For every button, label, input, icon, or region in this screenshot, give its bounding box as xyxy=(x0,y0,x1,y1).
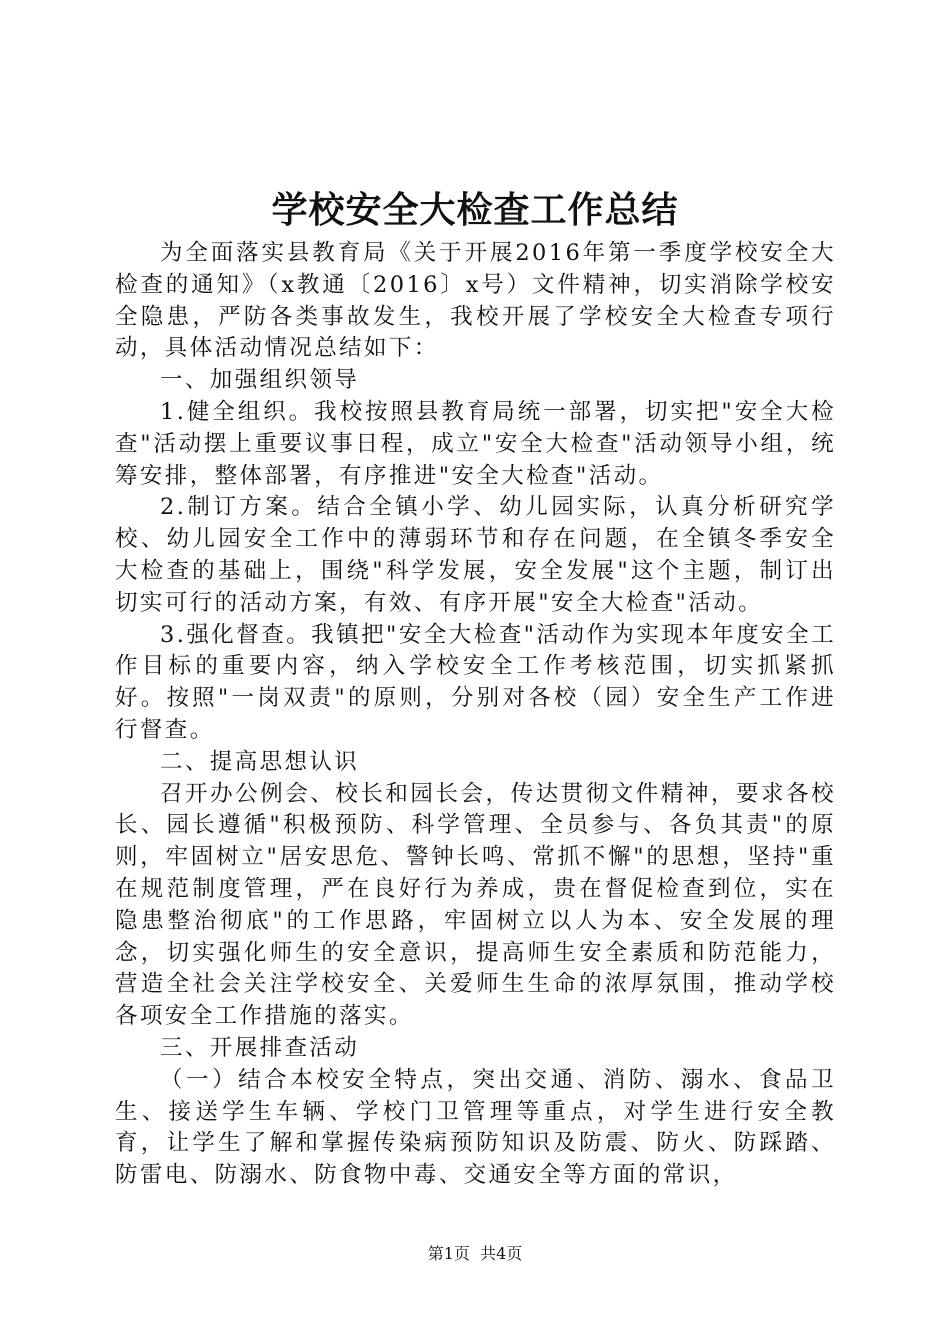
page-total: 共4页 xyxy=(480,1244,523,1263)
paragraph-2: 召开办公例会、校长和园长会，传达贯彻文件精神，要求各校长、园长遵循"积极预防、科学管理、全员参与、各负其责"的原则，牢固树立"居安思危、警钟长鸣、常抓不懈"的思想，坚持"重在规范制度管理，严在良好行为养成，贵在督促检查到位，实在隐患整治彻底"的工作思路，牢固树立以人为本、安全发展的理念，切实强化师生的安全意识，提高师生安全素质和防范能力，营造全社会关注学校安全、关爱师生生命的浓厚氛围，推动学校各项安全工作措施的落实。 xyxy=(115,780,836,1030)
document-body xyxy=(115,238,836,1192)
section-heading-2: 二、提高思想认识 xyxy=(160,748,360,775)
paragraph-1-2: 2.制订方案。结合全镇小学、幼儿园实际，认真分析研究学校、幼儿园安全工作中的薄弱环节和存在问题，在全镇冬季安全大检查的基础上，围绕"科学发展，安全发展"这个主题，制订出切实可行的活动方案，有效、有序开展"安全大检查"活动。 xyxy=(115,494,836,616)
paragraph-1-1: 1.健全组织。我校按照县教育局统一部署，切实把"安全大检查"活动摆上重要议事日程，成立"安全大检查"活动领导小组，统筹安排，整体部署，有序推进"安全大检查"活动。 xyxy=(115,398,836,489)
intro-paragraph: 为全面落实县教育局《关于开展2016年第一季度学校安全大检查的通知》（x教通〔2016〕x号）文件精神，切实消除学校安全隐患，严防各类事故发生，我校开展了学校安全大检查专项行动，具体活动情况总结如下： xyxy=(115,240,836,362)
paragraph-1-3: 3.强化督查。我镇把"安全大检查"活动作为实现本年度安全工作目标的重要内容，纳入学校安全工作考核范围，切实抓紧抓好。按照"一岗双责"的原则，分别对各校（园）安全生产工作进行督查。 xyxy=(115,621,836,743)
document-title: 学校安全大检查工作总结 xyxy=(271,189,679,231)
section-heading-1: 一、加强组织领导 xyxy=(160,367,360,394)
footer-separator xyxy=(470,1244,480,1263)
page-number: 第1页 xyxy=(427,1244,470,1263)
section-heading-3: 三、开展排查活动 xyxy=(160,1034,360,1061)
paragraph-3-1: （一）结合本校安全特点，突出交通、消防、溺水、食品卫生、接送学生车辆、学校门卫管理等重点，对学生进行安全教育，让学生了解和掌握传染病预防知识及防震、防火、防踩踏、防雷电、防溺水、防食物中毒、交通安全等方面的常识， xyxy=(115,1066,836,1189)
page-footer xyxy=(0,1242,950,1266)
